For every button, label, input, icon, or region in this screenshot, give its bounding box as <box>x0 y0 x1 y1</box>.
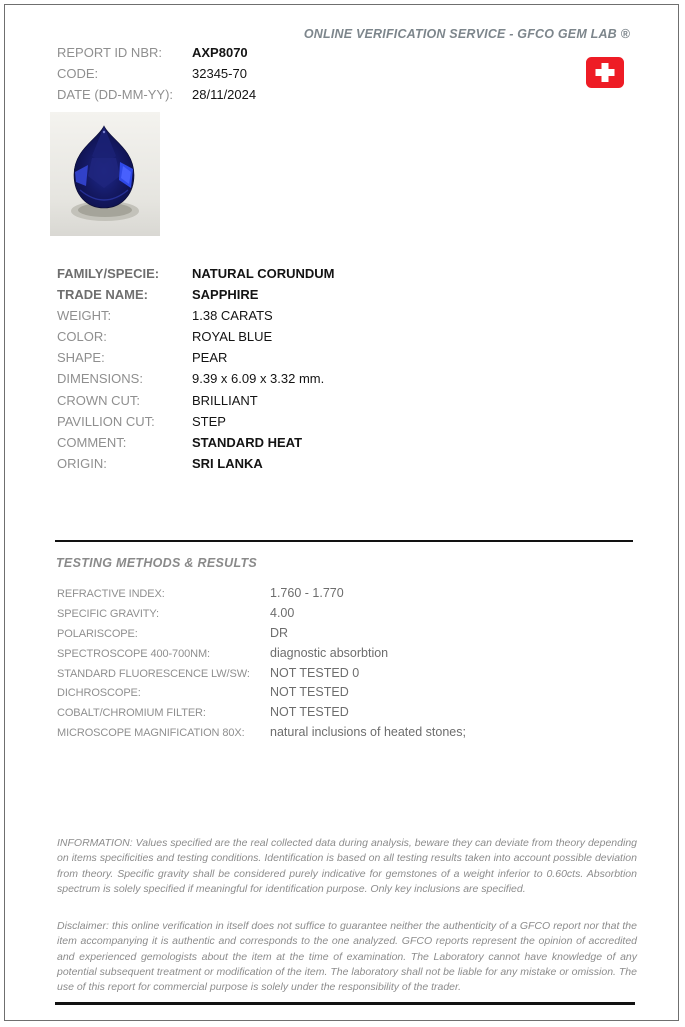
information-paragraph: INFORMATION: Values specified are the real collected data during analysis, beware they can deviate from theory depending on items specificities and testing conditions. Identification is based on all testing results taken into account possible deviation from theory. Specific gravity shall be considered purely indicative for gemstones of a weight inferior to 0.60cts. Absorbtion spectrum is solely specified if meaningful for identification purpose. Only key inclusions are specified. <box>57 837 637 895</box>
family-specie-value: NATURAL CORUNDUM <box>192 266 335 281</box>
report-id-label: REPORT ID NBR: <box>57 45 162 60</box>
fluorescence-value: NOT TESTED 0 <box>270 665 360 680</box>
code-value: 32345-70 <box>192 65 247 81</box>
trade-name-row <box>57 287 335 308</box>
specific-gravity-value: 4.00 <box>270 605 295 620</box>
comment-value: STANDARD HEAT <box>192 434 303 450</box>
specific-gravity-row <box>57 606 466 626</box>
microscope-row <box>57 725 466 745</box>
dichroscope-label: DICHROSCOPE: <box>57 687 141 700</box>
testing-results <box>57 586 466 745</box>
polariscope-value: DR <box>270 625 289 640</box>
report-info <box>57 45 256 107</box>
weight-row <box>57 308 335 329</box>
refractive-index-value: 1.760 - 1.770 <box>270 586 344 600</box>
spectroscope-row <box>57 646 466 666</box>
dimensions-row <box>57 371 335 392</box>
swiss-flag-icon <box>586 57 624 88</box>
microscope-value: natural inclusions of heated stones; <box>270 725 466 740</box>
dichroscope-row <box>57 685 466 705</box>
origin-value: SRI LANKA <box>192 455 263 471</box>
cobalt-filter-value: NOT TESTED <box>270 705 349 720</box>
date-value: 28/11/2024 <box>192 86 257 102</box>
family-specie-row <box>57 266 335 287</box>
gem-details <box>57 266 335 477</box>
dichroscope-value: NOT TESTED <box>270 685 349 700</box>
origin-label: ORIGIN: <box>57 455 107 471</box>
dimensions-value: 9.39 x 6.09 x 3.32 mm. <box>192 371 325 387</box>
origin-row <box>57 456 335 477</box>
fluorescence-label: STANDARD FLUORESCENCE LW/SW: <box>57 667 250 680</box>
family-specie-label: FAMILY/SPECIE: <box>57 266 160 281</box>
comment-row <box>57 435 335 456</box>
date-row <box>57 87 256 108</box>
spectroscope-value: diagnostic absorbtion <box>270 645 389 660</box>
cobalt-filter-label: COBALT/CHROMIUM FILTER: <box>57 707 206 720</box>
polariscope-label: POLARISCOPE: <box>57 627 138 640</box>
microscope-label: MICROSCOPE MAGNIFICATION 80X: <box>57 727 245 740</box>
shape-value: PEAR <box>192 350 228 366</box>
polariscope-row <box>57 626 466 646</box>
crown-cut-label: CROWN CUT: <box>57 392 141 408</box>
disclaimer-paragraph: Disclaimer: this online verification in itself does not suffice to guarantee neither the authenticity of a GFCO report nor that the item accompanying it is authentic and corresponds to the one analyzed. GFCO reports represent the opinion of accredited and experienced gemologists about the item at the time of examination. The Laboratory cannot have knowledge of any potential subsequent treatment or modification of the item. The laboratory shall not be liable for any mistake or omission. The use of this report for commercial purpose is solely under the responsibility of the trader. <box>57 920 637 994</box>
footer-divider <box>55 1002 635 1005</box>
crown-cut-value: BRILLIANT <box>192 392 258 408</box>
shape-row <box>57 350 335 371</box>
date-label: DATE (DD-MM-YY): <box>57 86 174 102</box>
service-line: ONLINE VERIFICATION SERVICE - GFCO GEM LAB ® <box>303 27 630 41</box>
fluorescence-row <box>57 666 466 686</box>
gem-photo <box>50 112 160 236</box>
dimensions-label: DIMENSIONS: <box>57 371 143 387</box>
specific-gravity-label: SPECIFIC GRAVITY: <box>57 607 160 620</box>
weight-label: WEIGHT: <box>57 308 112 324</box>
trade-name-value: SAPPHIRE <box>192 287 259 303</box>
testing-section-title: TESTING METHODS & RESULTS <box>56 556 258 570</box>
refractive-index-row <box>57 586 466 606</box>
shape-label: SHAPE: <box>57 350 105 366</box>
pavillion-cut-value: STEP <box>192 413 226 429</box>
cobalt-filter-row <box>57 705 466 725</box>
weight-value: 1.38 CARATS <box>192 308 273 324</box>
comment-label: COMMENT: <box>57 434 127 450</box>
report-id-row <box>57 45 256 66</box>
refractive-index-label: REFRACTIVE INDEX: <box>57 588 165 600</box>
code-label: CODE: <box>57 65 99 81</box>
spectroscope-label: SPECTROSCOPE 400-700NM: <box>57 647 210 660</box>
pavillion-cut-row <box>57 414 335 435</box>
color-value: ROYAL BLUE <box>192 329 273 345</box>
trade-name-label: TRADE NAME: <box>57 287 148 303</box>
color-row <box>57 329 335 350</box>
color-label: COLOR: <box>57 329 107 345</box>
pavillion-cut-label: PAVILLION CUT: <box>57 413 155 429</box>
section-divider <box>55 540 633 542</box>
crown-cut-row <box>57 393 335 414</box>
report-id-value: AXP8070 <box>192 45 248 60</box>
code-row <box>57 66 256 87</box>
